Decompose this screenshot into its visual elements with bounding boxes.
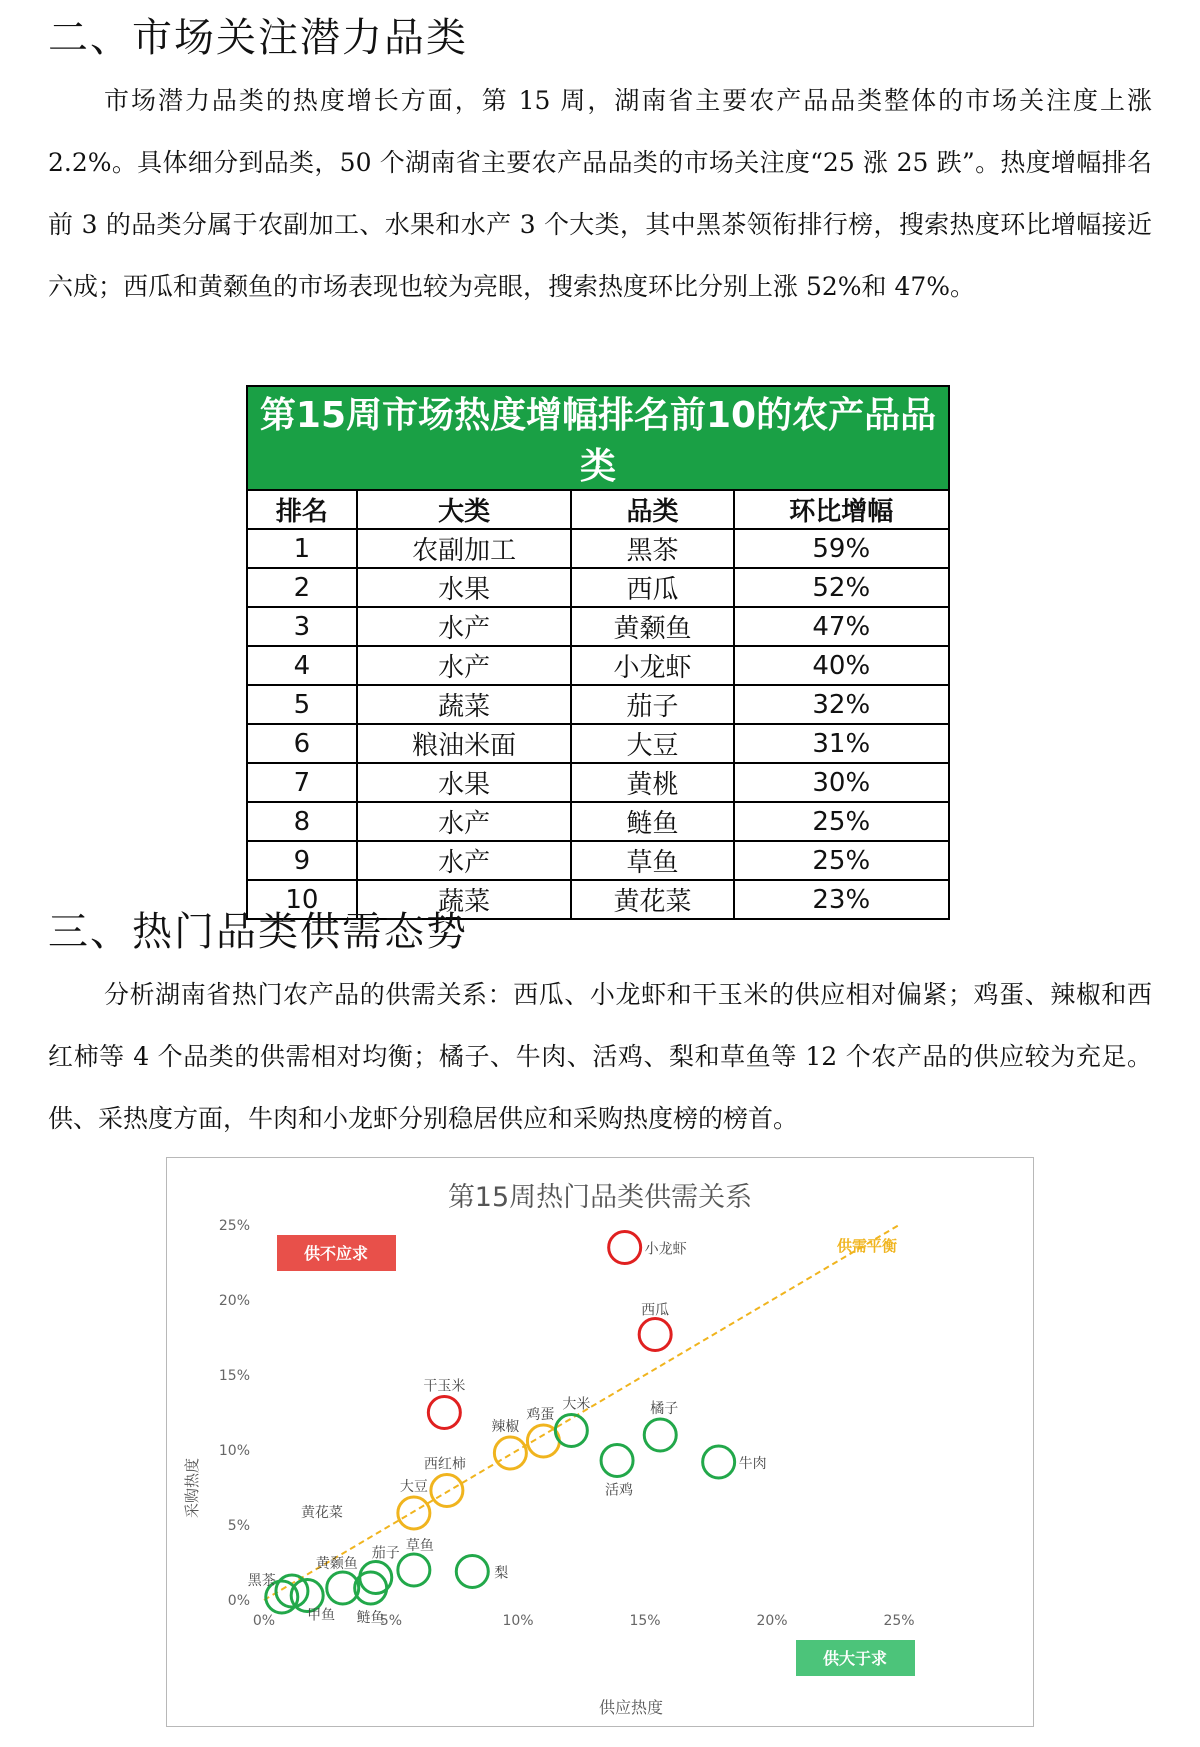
cell-item: 茄子 bbox=[571, 685, 733, 724]
y-tick-label: 0% bbox=[227, 1593, 250, 1609]
section-2-heading: 二、市场关注潜力品类 bbox=[48, 15, 468, 61]
x-axis-label: 供应热度 bbox=[598, 1698, 664, 1717]
cell-rank: 3 bbox=[247, 607, 357, 646]
x-tick-label: 25% bbox=[883, 1613, 915, 1629]
point-label: 鲢鱼 bbox=[356, 1610, 385, 1626]
cell-category: 水果 bbox=[357, 763, 572, 802]
y-tick-label: 20% bbox=[218, 1293, 250, 1309]
zone-surplus-label: 供大于求 bbox=[822, 1649, 888, 1668]
table-row bbox=[247, 529, 949, 568]
cell-growth: 30% bbox=[734, 763, 949, 802]
col-header-rank: 排名 bbox=[247, 490, 357, 529]
cell-category: 粮油米面 bbox=[357, 724, 572, 763]
scatter-point bbox=[639, 1319, 671, 1351]
point-label: 茄子 bbox=[371, 1545, 400, 1562]
scatter-point bbox=[398, 1554, 430, 1586]
col-header-growth: 环比增幅 bbox=[734, 490, 949, 529]
section-2-paragraph: 市场潜力品类的热度增长方面，第 15 周，湖南省主要农产品品类整体的市场关注度上涨 2.2%。具体细分到品类，50 个湖南省主要农产品品类的市场关注度“25 涨 25 跌”。热度增幅排名前 3 的品类分属于农副加工、水果和水产 3 个大类，其中黑茶领衔排行榜，搜索热度环比增幅接近六成；西瓜和黄颡鱼的市场表现也较为亮眼，搜索热度环比分别上涨 52%和 47%。 bbox=[48, 86, 1152, 301]
cell-item: 黑茶 bbox=[571, 529, 733, 568]
cell-category: 蔬菜 bbox=[357, 685, 572, 724]
cell-growth: 25% bbox=[734, 802, 949, 841]
scatter-point bbox=[609, 1232, 641, 1264]
cell-item: 鲢鱼 bbox=[571, 802, 733, 841]
cell-growth: 23% bbox=[734, 880, 949, 919]
point-label: 黄花菜 bbox=[300, 1505, 343, 1521]
cell-category: 蔬菜 bbox=[357, 880, 572, 919]
x-tick-label: 0% bbox=[252, 1613, 276, 1629]
x-tick-label: 15% bbox=[629, 1613, 661, 1629]
cell-growth: 40% bbox=[734, 646, 949, 685]
cell-growth: 32% bbox=[734, 685, 949, 724]
cell-item: 黄颡鱼 bbox=[571, 607, 733, 646]
chart-title: 第15周热门品类供需关系 bbox=[447, 1182, 753, 1213]
cell-growth: 31% bbox=[734, 724, 949, 763]
y-axis-label: 采购热度 bbox=[183, 1457, 201, 1519]
y-tick-label: 15% bbox=[218, 1368, 250, 1384]
point-label: 西红柿 bbox=[423, 1456, 466, 1473]
cell-rank: 10 bbox=[247, 880, 357, 919]
cell-growth: 59% bbox=[734, 529, 949, 568]
cell-category: 水产 bbox=[357, 646, 572, 685]
point-label: 干玉米 bbox=[423, 1378, 466, 1395]
scatter-point bbox=[644, 1419, 676, 1451]
cell-category: 水产 bbox=[357, 607, 572, 646]
x-tick-label: 10% bbox=[502, 1613, 534, 1629]
chart-svg bbox=[167, 1158, 1033, 1726]
section-3-heading: 三、热门品类供需态势 bbox=[48, 909, 468, 955]
cell-item: 西瓜 bbox=[571, 568, 733, 607]
table-header-row bbox=[247, 490, 949, 529]
ranking-table bbox=[246, 385, 950, 920]
scatter-point bbox=[456, 1556, 488, 1588]
table-row bbox=[247, 568, 949, 607]
cell-category: 水产 bbox=[357, 841, 572, 880]
table-row bbox=[247, 607, 949, 646]
point-label: 大豆 bbox=[399, 1479, 428, 1495]
cell-category: 水产 bbox=[357, 802, 572, 841]
point-label: 辣椒 bbox=[491, 1419, 520, 1435]
scatter-point bbox=[494, 1437, 526, 1469]
cell-rank: 6 bbox=[247, 724, 357, 763]
y-tick-label: 10% bbox=[218, 1443, 250, 1459]
cell-rank: 9 bbox=[247, 841, 357, 880]
balance-line-label: 供需平衡 bbox=[836, 1237, 897, 1255]
point-label: 草鱼 bbox=[405, 1538, 434, 1554]
point-label: 黑茶 bbox=[247, 1573, 276, 1589]
y-tick-label: 5% bbox=[227, 1518, 250, 1534]
scatter-point bbox=[398, 1497, 430, 1529]
table-row bbox=[247, 724, 949, 763]
scatter-point bbox=[601, 1445, 633, 1477]
table-row bbox=[247, 685, 949, 724]
cell-rank: 4 bbox=[247, 646, 357, 685]
cell-item: 黄桃 bbox=[571, 763, 733, 802]
point-label: 橘子 bbox=[650, 1401, 679, 1417]
cell-rank: 2 bbox=[247, 568, 357, 607]
zone-surplus-badge bbox=[796, 1640, 915, 1676]
cell-rank: 8 bbox=[247, 802, 357, 841]
cell-item: 小龙虾 bbox=[571, 646, 733, 685]
table-row bbox=[247, 841, 949, 880]
point-label: 鸡蛋 bbox=[526, 1407, 555, 1423]
scatter-point bbox=[428, 1397, 460, 1429]
point-label: 牛肉 bbox=[738, 1456, 767, 1472]
cell-category: 水果 bbox=[357, 568, 572, 607]
cell-growth: 47% bbox=[734, 607, 949, 646]
x-tick-label: 5% bbox=[379, 1613, 403, 1629]
scatter-point bbox=[555, 1415, 587, 1447]
point-label: 甲鱼 bbox=[307, 1607, 336, 1624]
cell-rank: 7 bbox=[247, 763, 357, 802]
col-header-item: 品类 bbox=[571, 490, 733, 529]
table-row bbox=[247, 646, 949, 685]
cell-category: 农副加工 bbox=[357, 529, 572, 568]
cell-item: 草鱼 bbox=[571, 841, 733, 880]
cell-growth: 52% bbox=[734, 568, 949, 607]
point-label: 活鸡 bbox=[605, 1482, 634, 1499]
point-label: 黄颡鱼 bbox=[315, 1556, 358, 1572]
point-label: 梨 bbox=[494, 1565, 509, 1582]
x-tick-label: 20% bbox=[756, 1613, 788, 1629]
point-label: 大米 bbox=[562, 1396, 591, 1413]
zone-shortage-label: 供不应求 bbox=[303, 1244, 369, 1263]
cell-item: 黄花菜 bbox=[571, 880, 733, 919]
balance-line bbox=[264, 1225, 899, 1600]
cell-rank: 1 bbox=[247, 529, 357, 568]
cell-item: 大豆 bbox=[571, 724, 733, 763]
cell-growth: 25% bbox=[734, 841, 949, 880]
table-body bbox=[247, 529, 949, 919]
point-label: 西瓜 bbox=[641, 1302, 670, 1319]
scatter-point bbox=[703, 1446, 735, 1478]
table-title: 第15周市场热度增幅排名前10的农产品品类 bbox=[247, 386, 949, 490]
supply-demand-chart bbox=[166, 1157, 1034, 1727]
y-tick-label: 25% bbox=[218, 1218, 250, 1234]
col-header-category: 大类 bbox=[357, 490, 572, 529]
zone-shortage-badge bbox=[277, 1235, 396, 1271]
table-row bbox=[247, 763, 949, 802]
table-row bbox=[247, 802, 949, 841]
cell-rank: 5 bbox=[247, 685, 357, 724]
section-3-paragraph: 分析湖南省热门农产品的供需关系：西瓜、小龙虾和干玉米的供应相对偏紧；鸡蛋、辣椒和西红柿等 4 个品类的供需相对均衡；橘子、牛肉、活鸡、梨和草鱼等 12 个农产品的供应较为充足。供、采热度方面，牛肉和小龙虾分别稳居供应和采购热度榜的榜首。 bbox=[48, 980, 1152, 1133]
point-label: 小龙虾 bbox=[644, 1241, 687, 1258]
scatter-point bbox=[431, 1475, 463, 1507]
